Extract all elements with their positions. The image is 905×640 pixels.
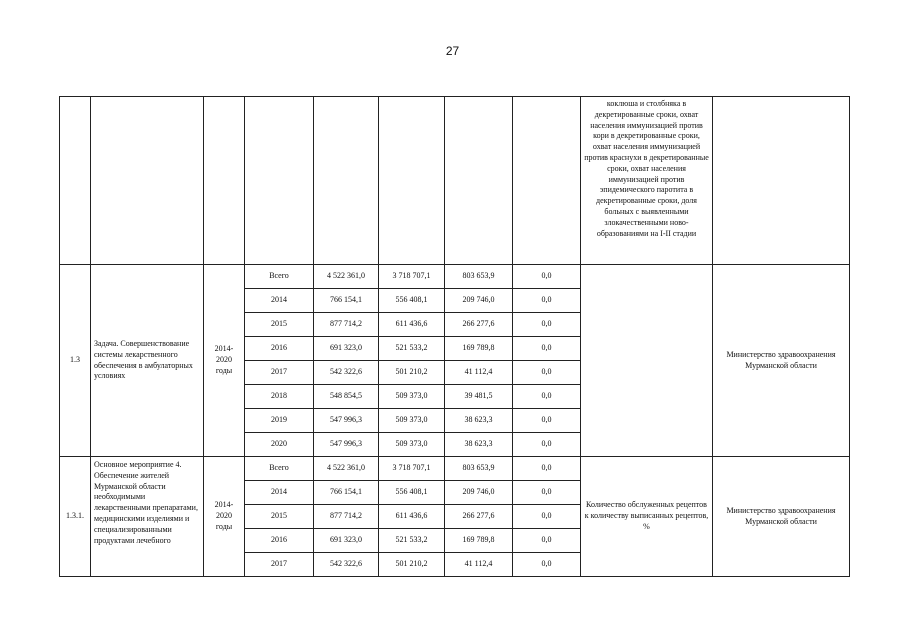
row-total: 877 714,2 (314, 505, 379, 529)
row-federal: 803 653,9 (445, 457, 513, 481)
section-executor: Министерство здравоохранения Мурманской области (713, 457, 850, 577)
row-other: 0,0 (513, 553, 581, 577)
cell-regional (379, 97, 445, 265)
row-federal: 38 623,3 (445, 409, 513, 433)
row-federal: 38 623,3 (445, 433, 513, 457)
cell-total (314, 97, 379, 265)
row-year: 2016 (245, 337, 314, 361)
row-federal: 209 746,0 (445, 289, 513, 313)
row-year: Всего (245, 457, 314, 481)
row-regional: 3 718 707,1 (379, 265, 445, 289)
prev-indicator-text: коклюша и столбняка в декретированные сроки, охват населения иммунизацией против кори в декретированные сроки, охват населения иммунизацией против краснухи в декретированные сроки, охват населения иммунизацией против эпидемического паротита в декретированные сроки, доля больных с выявленными злокачественными ново-образованиями на I-II стадии (581, 97, 713, 265)
page-number: 27 (445, 44, 460, 58)
row-other: 0,0 (513, 529, 581, 553)
row-regional: 509 373,0 (379, 385, 445, 409)
row-regional: 521 533,2 (379, 337, 445, 361)
row-total: 691 323,0 (314, 529, 379, 553)
row-total: 877 714,2 (314, 313, 379, 337)
row-total: 4 522 361,0 (314, 457, 379, 481)
row-year: 2015 (245, 505, 314, 529)
section-number: 1.3.1. (60, 457, 91, 577)
row-regional: 501 210,2 (379, 553, 445, 577)
row-year: 2014 (245, 289, 314, 313)
table-row (60, 265, 850, 289)
row-year: Всего (245, 265, 314, 289)
cell-executor (713, 97, 850, 265)
row-year: 2017 (245, 553, 314, 577)
row-total: 542 322,6 (314, 553, 379, 577)
row-other: 0,0 (513, 313, 581, 337)
row-year: 2015 (245, 313, 314, 337)
cell-period (204, 97, 245, 265)
section-task: Основное мероприятие 4. Обеспечение жителей Мурманской области необходимыми лекарственными препаратами, медицинскими изделиями и специализированными продуктами лечебного (91, 457, 204, 577)
continuation-row (60, 97, 850, 265)
cell-task (91, 97, 204, 265)
row-regional: 521 533,2 (379, 529, 445, 553)
row-regional: 3 718 707,1 (379, 457, 445, 481)
row-other: 0,0 (513, 457, 581, 481)
row-federal: 266 277,6 (445, 505, 513, 529)
row-other: 0,0 (513, 433, 581, 457)
row-other: 0,0 (513, 337, 581, 361)
row-other: 0,0 (513, 481, 581, 505)
section-indicator (581, 265, 713, 457)
row-other: 0,0 (513, 385, 581, 409)
row-year: 2018 (245, 385, 314, 409)
section-executor: Министерство здравоохранения Мурманской области (713, 265, 850, 457)
row-total: 691 323,0 (314, 337, 379, 361)
program-table (59, 96, 850, 577)
row-other: 0,0 (513, 289, 581, 313)
row-total: 547 996,3 (314, 409, 379, 433)
row-total: 766 154,1 (314, 289, 379, 313)
row-total: 548 854,5 (314, 385, 379, 409)
row-federal: 803 653,9 (445, 265, 513, 289)
row-total: 542 322,6 (314, 361, 379, 385)
row-total: 4 522 361,0 (314, 265, 379, 289)
section-period: 2014-2020 годы (204, 457, 245, 577)
row-regional: 509 373,0 (379, 433, 445, 457)
row-year: 2020 (245, 433, 314, 457)
row-other: 0,0 (513, 409, 581, 433)
row-federal: 41 112,4 (445, 361, 513, 385)
row-federal: 169 789,8 (445, 529, 513, 553)
cell-other (513, 97, 581, 265)
table-row (60, 457, 850, 481)
section-indicator: Количество обслуженных рецептов к количеству выписанных рецептов, % (581, 457, 713, 577)
row-total: 547 996,3 (314, 433, 379, 457)
row-other: 0,0 (513, 361, 581, 385)
row-other: 0,0 (513, 505, 581, 529)
row-regional: 556 408,1 (379, 289, 445, 313)
row-federal: 41 112,4 (445, 553, 513, 577)
row-total: 766 154,1 (314, 481, 379, 505)
cell-federal (445, 97, 513, 265)
cell-num (60, 97, 91, 265)
row-year: 2019 (245, 409, 314, 433)
row-regional: 611 436,6 (379, 505, 445, 529)
row-regional: 501 210,2 (379, 361, 445, 385)
cell-year (245, 97, 314, 265)
section-number: 1.3 (60, 265, 91, 457)
row-year: 2017 (245, 361, 314, 385)
section-task: Задача. Совершенствование системы лекарственного обеспечения в амбулаторных условиях (91, 265, 204, 457)
row-federal: 39 481,5 (445, 385, 513, 409)
section-period: 2014-2020 годы (204, 265, 245, 457)
row-year: 2016 (245, 529, 314, 553)
row-federal: 209 746,0 (445, 481, 513, 505)
row-federal: 169 789,8 (445, 337, 513, 361)
row-federal: 266 277,6 (445, 313, 513, 337)
row-other: 0,0 (513, 265, 581, 289)
row-regional: 556 408,1 (379, 481, 445, 505)
row-regional: 509 373,0 (379, 409, 445, 433)
row-regional: 611 436,6 (379, 313, 445, 337)
row-year: 2014 (245, 481, 314, 505)
